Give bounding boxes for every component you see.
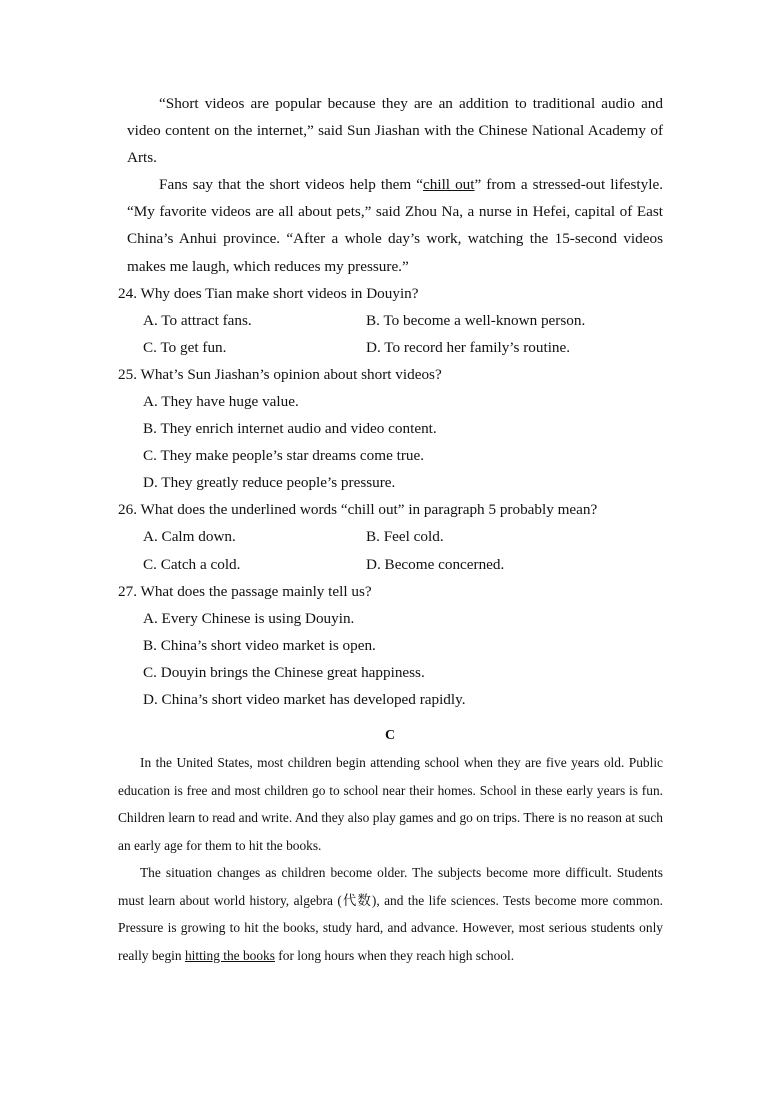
section-heading: C — [384, 728, 396, 743]
option-a: A. Calm down. — [143, 528, 236, 545]
option-c: C. Catch a cold. — [143, 556, 241, 573]
paragraph-text-start: The situation changes as children become older. The subjects become more difficult. Students must learn about world history, algebra (代数), and the life sciences. Tests become more common. Pressure is growing to hit the books, study hard, and advance. However, most serious students only really begin — [118, 865, 663, 963]
option-c: C. They make people’s star dreams come true. — [143, 447, 425, 464]
option-b: B. To become a well-known person. — [366, 312, 586, 329]
option-b: B. Feel cold. — [366, 528, 444, 545]
question-stem: 25. What’s Sun Jiashan’s opinion about short videos? — [118, 366, 442, 383]
option-a: A. They have huge value. — [143, 393, 299, 410]
paragraph-text-start: Fans say that the short videos help them “ — [159, 176, 424, 193]
paragraph-text-end: ” from a stressed-out lifestyle. “My favorite videos are all about pets,” said Zhou Na, a nurse in Hefei, capital of East China’s Anhui province. “After a whole day’s work, watching the 15-second videos makes me laugh, which reduces my pressure.” — [127, 176, 663, 275]
paragraph-text: “Short videos are popular because they are an addition to traditional audio and video content on the internet,” said Sun Jiashan with the Chinese National Academy of Arts. — [127, 95, 663, 167]
question-stem: 24. Why does Tian make short videos in Douyin? — [118, 285, 419, 302]
section-c-paragraph — [118, 859, 663, 969]
option-b: B. China’s short video market is open. — [143, 637, 376, 654]
question-stem: 27. What does the passage mainly tell us? — [118, 583, 372, 600]
option-a: A. Every Chinese is using Douyin. — [143, 610, 355, 627]
underlined-phrase: chill out — [423, 176, 475, 193]
question-stem: 26. What does the underlined words “chill out” in paragraph 5 probably mean? — [118, 501, 598, 518]
paragraph-text: In the United States, most children begin attending school when they are five years old. Public education is free and most children go to school near their homes. School in these early years is fun. Children learn to read and write. And they also play games and go on trips. There is no reason at such an early age for them to hit the books. — [118, 755, 663, 853]
passage-paragraph — [127, 171, 663, 280]
option-c: C. To get fun. — [143, 339, 227, 356]
passage-paragraph — [127, 90, 663, 172]
option-c: C. Douyin brings the Chinese great happiness. — [143, 664, 425, 681]
option-d: D. Become concerned. — [366, 556, 505, 573]
option-a: A. To attract fans. — [143, 312, 252, 329]
paragraph-text-end: for long hours when they reach high school. — [274, 947, 515, 963]
option-d: D. To record her family’s routine. — [366, 339, 571, 356]
option-d: D. They greatly reduce people’s pressure. — [143, 474, 396, 491]
underlined-phrase: hitting the books — [184, 947, 275, 963]
option-b: B. They enrich internet audio and video content. — [143, 420, 437, 437]
section-c-paragraph — [118, 749, 663, 859]
option-d: D. China’s short video market has developed rapidly. — [143, 691, 466, 708]
